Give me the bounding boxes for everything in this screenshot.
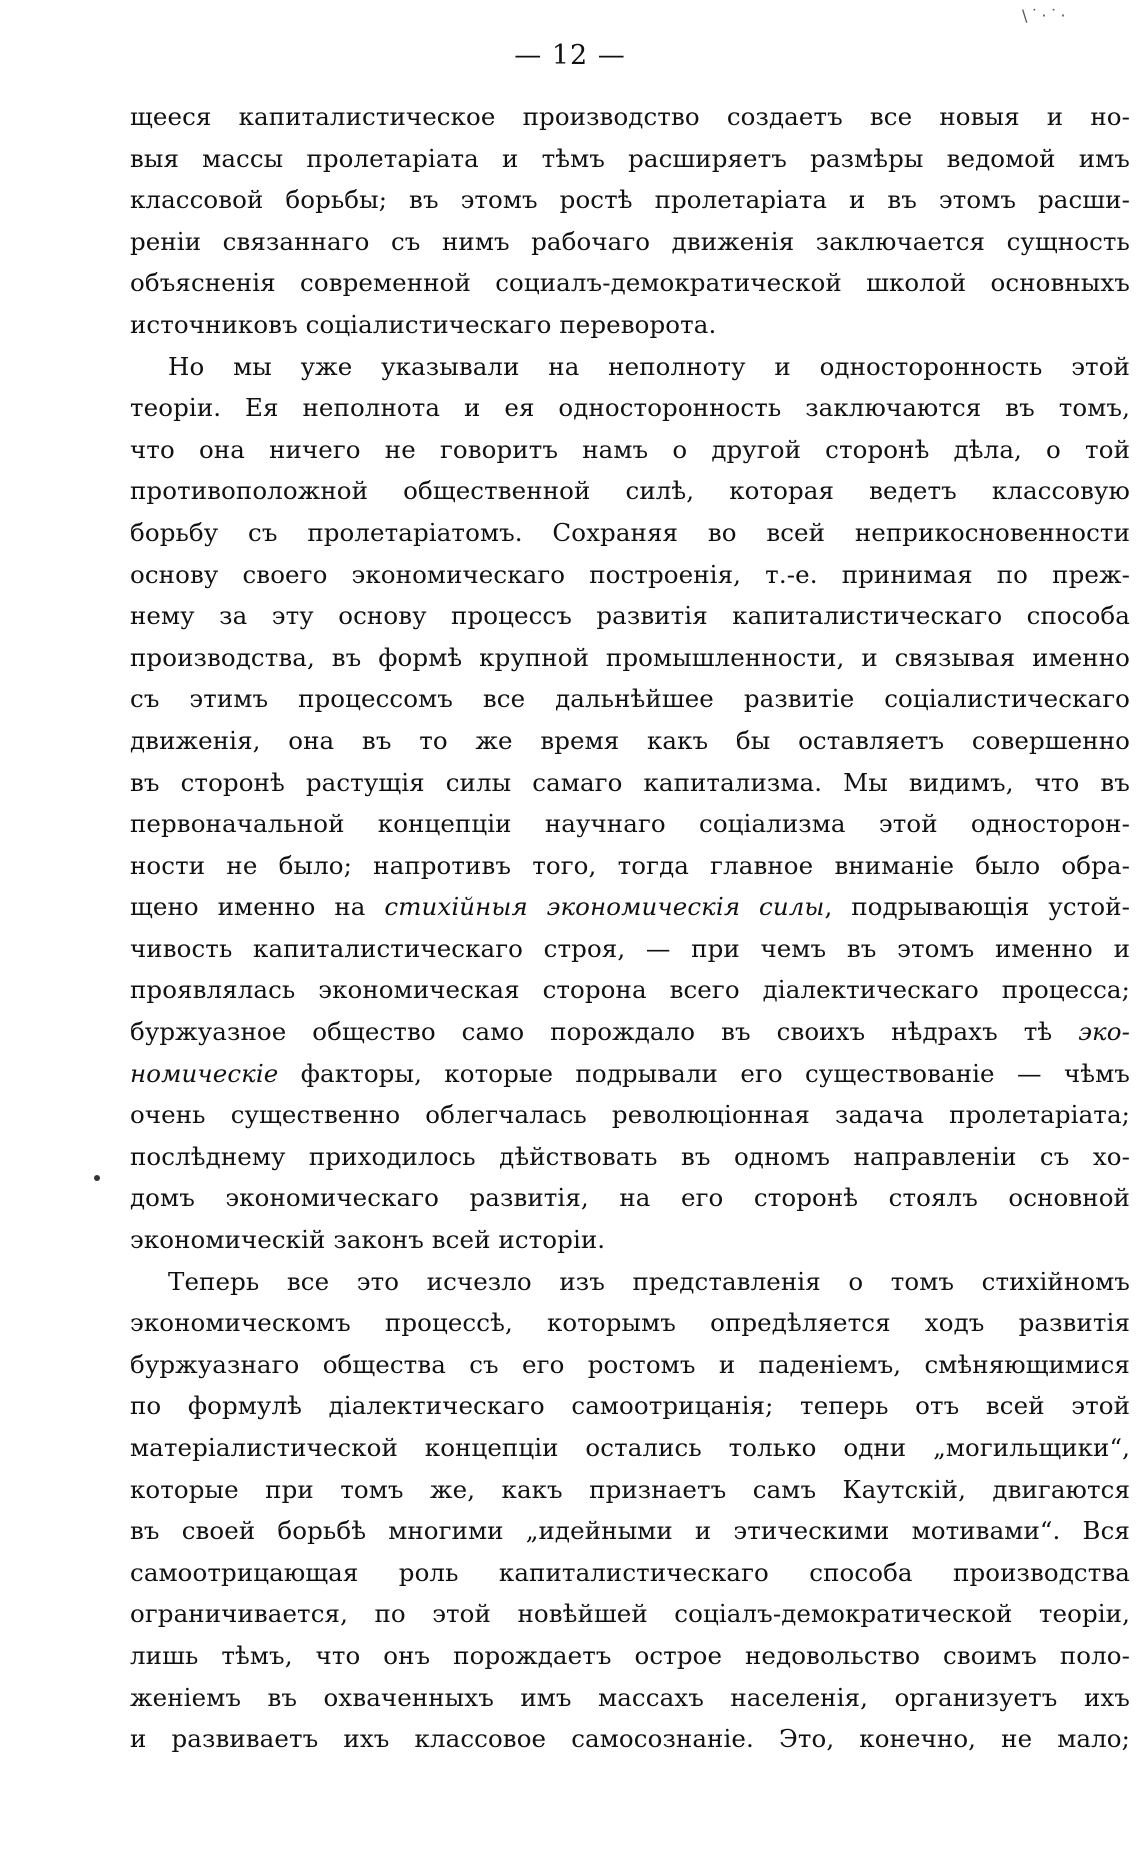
italic-text-run: номическіе	[130, 1058, 279, 1088]
text-line	[130, 1011, 1130, 1053]
text-run: щено именно на	[130, 892, 385, 922]
margin-dot-mark	[94, 1175, 100, 1181]
text-line: основу своего экономическаго построенія, т.-е. принимая по преж-	[130, 559, 1130, 589]
text-line: въ сторонѣ растущія силы самаго капитализма. Мы видимъ, что въ	[130, 767, 1130, 797]
scan-corner-marks: \˙·˙·	[1022, 6, 1069, 25]
text-line: послѣднему приходилось дѣйствовать въ одномъ направленіи съ хо-	[130, 1141, 1130, 1171]
text-line: теоріи. Ея неполнота и ея односторонность заключаются въ томъ,	[130, 393, 1130, 423]
text-line: и развиваетъ ихъ классовое самосознаніе. Это, конечно, не мало;	[130, 1724, 1130, 1754]
italic-text-run: эко-	[1078, 1017, 1130, 1047]
body-text	[130, 96, 1130, 1760]
text-line	[130, 886, 1130, 928]
text-line: реніи связаннаго съ нимъ рабочаго движенія заключается сущность	[130, 226, 1130, 256]
italic-text-run: стихійныя экономическія силы	[384, 892, 825, 922]
text-line: по формулѣ діалектическаго самоотрицанія; теперь отъ всей этой	[130, 1391, 1130, 1421]
text-line: которые при томъ же, какъ признаетъ самъ Каутскій, двигаются	[130, 1474, 1130, 1504]
text-line: производства, въ формѣ крупной промышленности, и связывая именно	[130, 642, 1130, 672]
text-line: ограничивается, по этой новѣйшей соціалъ-демократической теоріи,	[130, 1599, 1130, 1629]
text-line: объясненія современной социалъ-демократической школой основныхъ	[130, 268, 1130, 298]
text-line: нему за эту основу процессъ развитія капиталистическаго способа	[130, 601, 1130, 631]
text-line: въ своей борьбѣ многими „идейными и этическими мотивами“. Вся	[130, 1516, 1130, 1546]
text-line: движенія, она въ то же время какъ бы оставляетъ совершенно	[130, 725, 1130, 755]
text-line: экономическомъ процессѣ, которымъ опредѣляется ходъ развитія	[130, 1308, 1130, 1338]
text-run: буржуазное общество само порождало въ своихъ нѣдрахъ тѣ	[130, 1017, 1079, 1047]
text-line: щееся капиталистическое производство создаетъ все новыя и но-	[130, 102, 1130, 131]
text-line: выя массы пролетаріата и тѣмъ расширяетъ размѣры ведомой имъ	[130, 143, 1130, 173]
text-line: ности не было; напротивъ того, тогда главное вниманіе было обра-	[130, 850, 1130, 880]
text-line: очень существенно облегчалась революціонная задача пролетаріата;	[130, 1100, 1130, 1130]
text-line: женіемъ въ охваченныхъ имъ массахъ населенія, организуетъ ихъ	[130, 1682, 1130, 1712]
text-line: что она ничего не говоритъ намъ о другой сторонѣ дѣла, о той	[130, 434, 1130, 464]
page-number: — 12 —	[514, 40, 626, 71]
text-line: матеріалистической концепціи остались только одни „могильщики“,	[130, 1433, 1130, 1462]
text-line: классовой борьбы; въ этомъ ростѣ пролетаріата и въ этомъ расши-	[130, 185, 1130, 215]
text-line: противоположной общественной силѣ, которая ведетъ классовую	[130, 476, 1130, 506]
text-line: Но мы уже указывали на неполноту и односторонность этой	[168, 351, 1130, 381]
text-line: лишь тѣмъ, что онъ порождаетъ острое недовольство своимъ поло-	[130, 1640, 1130, 1670]
text-line: буржуазнаго общества съ его ростомъ и паденіемъ, смѣняющимися	[130, 1349, 1130, 1379]
text-line	[130, 1053, 1130, 1095]
text-run: , подрывающія устой-	[824, 892, 1131, 922]
text-line: съ этимъ процессомъ все дальнѣйшее развитіе соціалистическаго	[130, 684, 1130, 714]
text-line: проявлялась экономическая сторона всего діалектическаго процесса;	[130, 975, 1130, 1005]
text-run: факторы, которые подрывали его существованіе — чѣмъ	[278, 1058, 1130, 1088]
text-line: первоначальной концепціи научнаго соціализма этой односторон-	[130, 809, 1130, 839]
text-line: источниковъ соціалистическаго переворота.	[130, 309, 717, 339]
text-line: самоотрицающая роль капиталистическаго способа производства	[130, 1557, 1130, 1587]
text-line: чивость капиталистическаго строя, — при чемъ въ этомъ именно и	[130, 933, 1130, 963]
text-line: домъ экономическаго развитія, на его сторонѣ стоялъ основной	[130, 1183, 1130, 1213]
text-line: Теперь все это исчезло изъ представленія о томъ стихійномъ	[168, 1266, 1130, 1296]
text-line: экономическій законъ всей исторіи.	[130, 1225, 606, 1255]
text-line: борьбу съ пролетаріатомъ. Сохраняя во всей неприкосновенности	[130, 517, 1130, 547]
